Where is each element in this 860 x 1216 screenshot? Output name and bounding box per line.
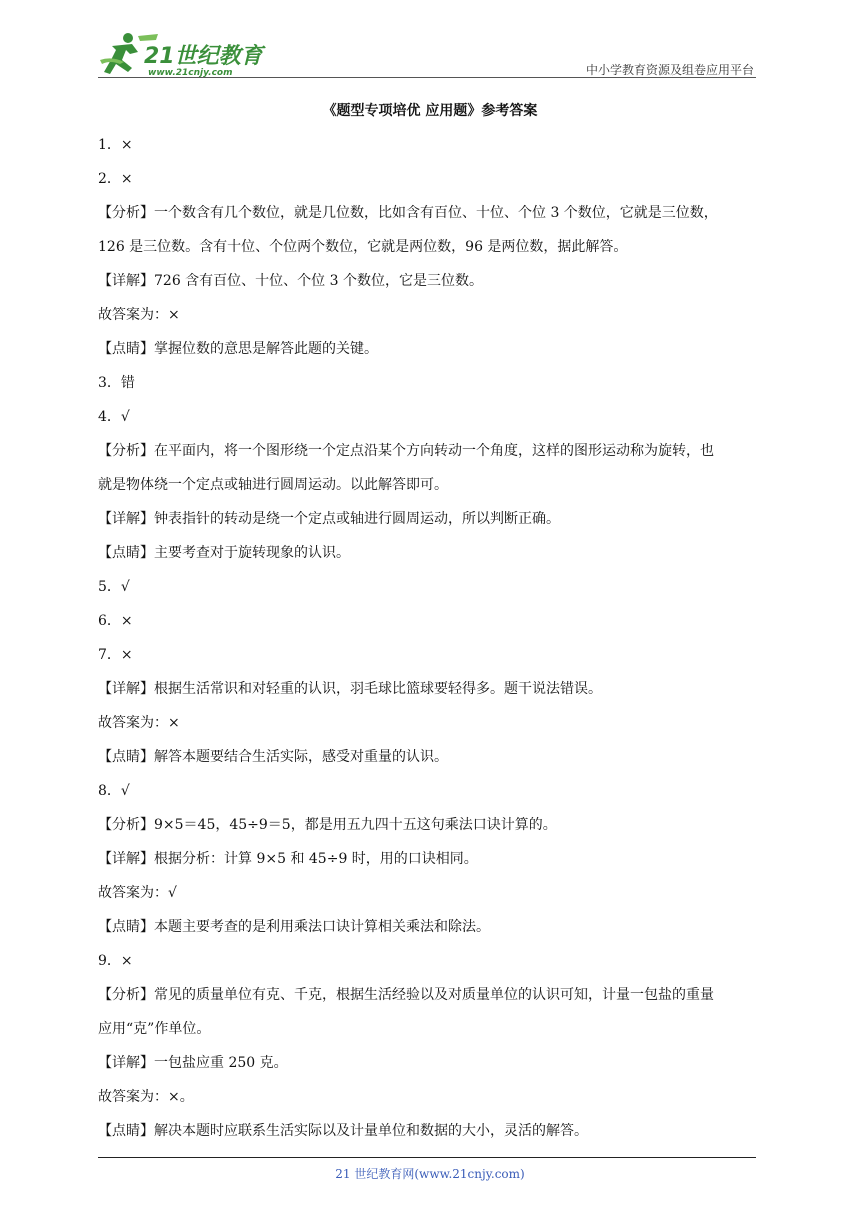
text-line: 【详解】根据生活常识和对轻重的认识，羽毛球比篮球要轻得多。题干说法错误。 [98,681,602,697]
page-header [98,30,756,80]
text-line: 126 是三位数。含有十位、个位两个数位，它就是两位数，96 是两位数，据此解答。 [98,239,628,255]
text-line: 【详解】一包盐应重 250 克。 [98,1055,288,1071]
text-line: 3．错 [98,375,135,391]
text-line: 6．× [98,613,133,629]
text-line: 【点睛】掌握位数的意思是解答此题的关键。 [98,341,378,357]
logo-main-text: 21世纪教育 [144,44,263,69]
text-line: 故答案为：× [98,307,180,323]
text-line: 【点睛】解决本题时应联系生活实际以及计量单位和数据的大小，灵活的解答。 [98,1123,588,1139]
text-line: 【点睛】主要考查对于旋转现象的认识。 [98,545,350,561]
text-line: 就是物体绕一个定点或轴进行圆周运动。以此解答即可。 [98,477,448,493]
page-title: 《题型专项培优 应用题》参考答案 [322,103,538,119]
text-line: 【详解】726 含有百位、十位、个位 3 个数位，它是三位数。 [98,273,483,289]
text-line: 4．√ [98,409,130,425]
footer-divider [98,1157,756,1158]
header-divider [98,77,756,78]
logo [98,30,268,80]
text-line: 【分析】在平面内，将一个图形绕一个定点沿某个方向转动一个角度，这样的图形运动称为旋转，也 [98,443,714,459]
text-line: 【详解】根据分析：计算 9×5 和 45÷9 时，用的口诀相同。 [98,851,478,867]
text-line: 【分析】常见的质量单位有克、千克，根据生活经验以及对质量单位的认识可知，计量一包盐的重量 [98,987,714,1003]
platform-name: 中小学教育资源及组卷应用平台 [585,63,754,77]
answer-content [98,128,764,1148]
text-line: 故答案为：√ [98,885,177,901]
text-line: 【分析】一个数含有几个数位，就是几位数，比如含有百位、十位、个位 3 个数位，它就是三位数， [98,205,718,221]
text-line: 应用“克”作单位。 [98,1021,211,1037]
text-line: 9．× [98,953,133,969]
text-line: 8．√ [98,783,130,799]
text-line: 故答案为：×。 [98,1089,194,1105]
text-line: 【点睛】本题主要考查的是利用乘法口诀计算相关乘法和除法。 [98,919,490,935]
text-line: 故答案为：× [98,715,180,731]
text-line: 【详解】钟表指针的转动是绕一个定点或轴进行圆周运动，所以判断正确。 [98,511,560,527]
text-line: 【分析】9×5＝45，45÷9＝5，都是用五九四十五这句乘法口诀计算的。 [98,817,557,833]
text-line: 7．× [98,647,133,663]
text-line: 1．× [98,137,133,153]
text-line: 2．× [98,171,133,187]
runner-icon [100,33,138,74]
text-line: 5．√ [98,579,130,595]
text-line: 【点睛】解答本题要结合生活实际，感受对重量的认识。 [98,749,448,765]
footer-text: 21 世纪教育网(www.21cnjy.com) [335,1167,525,1181]
logo-sub-text: www.21cnjy.com [148,68,233,78]
